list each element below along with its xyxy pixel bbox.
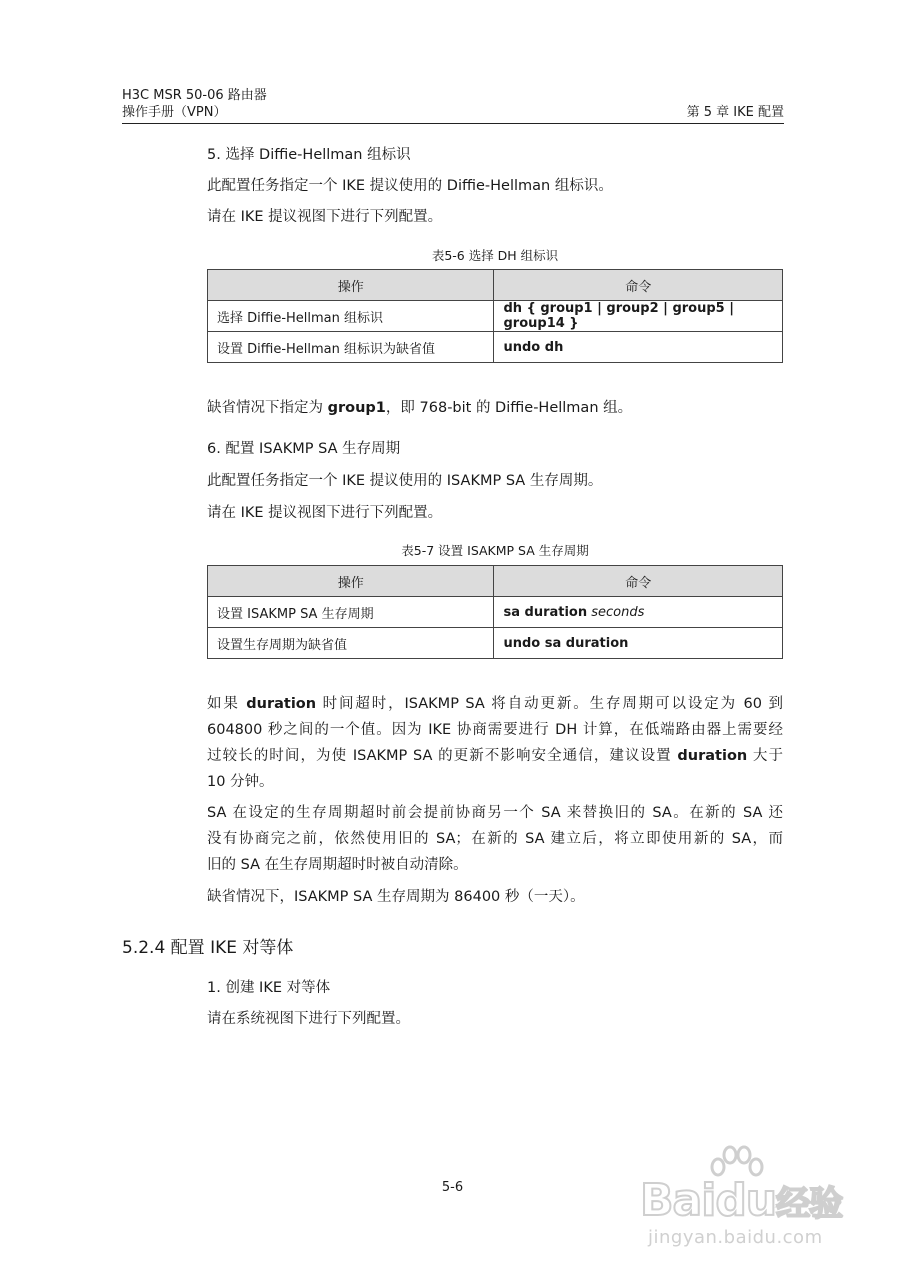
section-6-intro: 此配置任务指定一个 IKE 提议使用的 ISAKMP SA 生存周期。 (207, 473, 603, 489)
default-note-text: 缺省情况下指定为 (207, 400, 328, 416)
watermark-url: jingyan.baidu.com (648, 1227, 823, 1248)
table-5-7 (207, 565, 783, 659)
table-5-7-header-command: 命令 (494, 566, 783, 597)
table-row (208, 332, 783, 363)
table-cell-command: dh { group1 | group2 | group5 | group14 } (494, 301, 783, 332)
paragraph-keyword: duration (246, 696, 317, 712)
section-5-default-note (207, 395, 632, 421)
table-cell-command: undo sa duration (494, 628, 783, 659)
duration-paragraph-line: 604800 秒之间的一个值。因为 IKE 协商需要进行 DH 计算，在低端路由器上需要经 (207, 722, 783, 738)
table-cell-command: undo dh (494, 332, 783, 363)
default-note-text: ，即 768-bit 的 Diffie-Hellman 组。 (385, 400, 633, 416)
paragraph-text: 时间超时，ISAKMP SA 将自动更新。生存周期可以设定为 60 到 (316, 696, 783, 712)
watermark-brand-part: du (715, 1175, 777, 1226)
header-rule (122, 123, 784, 124)
table-cell-operation: 设置 ISAKMP SA 生存周期 (208, 597, 494, 628)
header-product: H3C MSR 50-06 路由器 (122, 88, 267, 103)
default-note-keyword: group1 (327, 400, 386, 416)
watermark-brand-part: 经验 (776, 1184, 843, 1224)
duration-paragraph-line: 10 分钟。 (207, 774, 274, 790)
subsection-instruction: 请在系统视图下进行下列配置。 (207, 1011, 410, 1027)
section-5-instruction: 请在 IKE 提议视图下进行下列配置。 (207, 209, 443, 225)
table-cell-operation: 选择 Diffie-Hellman 组标识 (208, 301, 494, 332)
section-5-intro: 此配置任务指定一个 IKE 提议使用的 Diffie-Hellman 组标识。 (207, 178, 613, 194)
table-5-7-caption: 表5-7 设置 ISAKMP SA 生存周期 (401, 543, 589, 558)
table-5-7-header-operation: 操作 (208, 566, 494, 597)
table-row (208, 301, 783, 332)
header-manual: 操作手册（VPN） (122, 105, 227, 120)
command-argument: seconds (591, 604, 645, 620)
duration-paragraph-line (207, 691, 783, 717)
paragraph-keyword: duration (677, 748, 748, 764)
header-chapter: 第 5 章 IKE 配置 (686, 105, 784, 120)
section-5-heading: 5. 选择 Diffie-Hellman 组标识 (207, 147, 411, 163)
watermark-brand (640, 1175, 842, 1226)
section-6-instruction: 请在 IKE 提议视图下进行下列配置。 (207, 505, 443, 521)
paragraph-text: 过较长的时间，为使 ISAKMP SA 的更新不影响安全通信，建议设置 (207, 748, 678, 764)
duration-paragraph-line (207, 743, 783, 769)
table-cell-operation: 设置生存周期为缺省值 (208, 628, 494, 659)
section-6-default-note: 缺省情况下，ISAKMP SA 生存周期为 86400 秒（一天）。 (207, 889, 585, 905)
table-row (208, 597, 783, 628)
table-5-6-header-operation: 操作 (208, 270, 494, 301)
table-row (208, 628, 783, 659)
paragraph-text: 如果 (207, 696, 247, 712)
sa-paragraph-line: SA 在设定的生存周期超时前会提前协商另一个 SA 来替换旧的 SA。在新的 SA 还 (207, 805, 783, 821)
section-6-heading: 6. 配置 ISAKMP SA 生存周期 (207, 441, 401, 457)
table-cell-command (494, 597, 783, 628)
table-5-6 (207, 269, 783, 363)
sa-paragraph-line: 没有协商完之前，依然使用旧的 SA；在新的 SA 建立后，将立即使用新的 SA，而 (207, 831, 783, 847)
command-keyword: sa duration (503, 604, 588, 620)
table-5-6-header-command: 命令 (494, 270, 783, 301)
sa-paragraph-line: 旧的 SA 在生存周期超时时被自动清除。 (207, 857, 468, 873)
table-cell-operation: 设置 Diffie-Hellman 组标识为缺省值 (208, 332, 494, 363)
watermark-brand-part: Bai (640, 1175, 716, 1226)
section-5-2-4-heading: 5.2.4 配置 IKE 对等体 (122, 938, 294, 958)
paragraph-text: 大于 (747, 748, 783, 764)
baidu-watermark (640, 1145, 870, 1255)
page-number: 5-6 (441, 1180, 464, 1195)
table-5-6-caption: 表5-6 选择 DH 组标识 (431, 248, 559, 263)
subsection-heading: 1. 创建 IKE 对等体 (207, 980, 331, 996)
